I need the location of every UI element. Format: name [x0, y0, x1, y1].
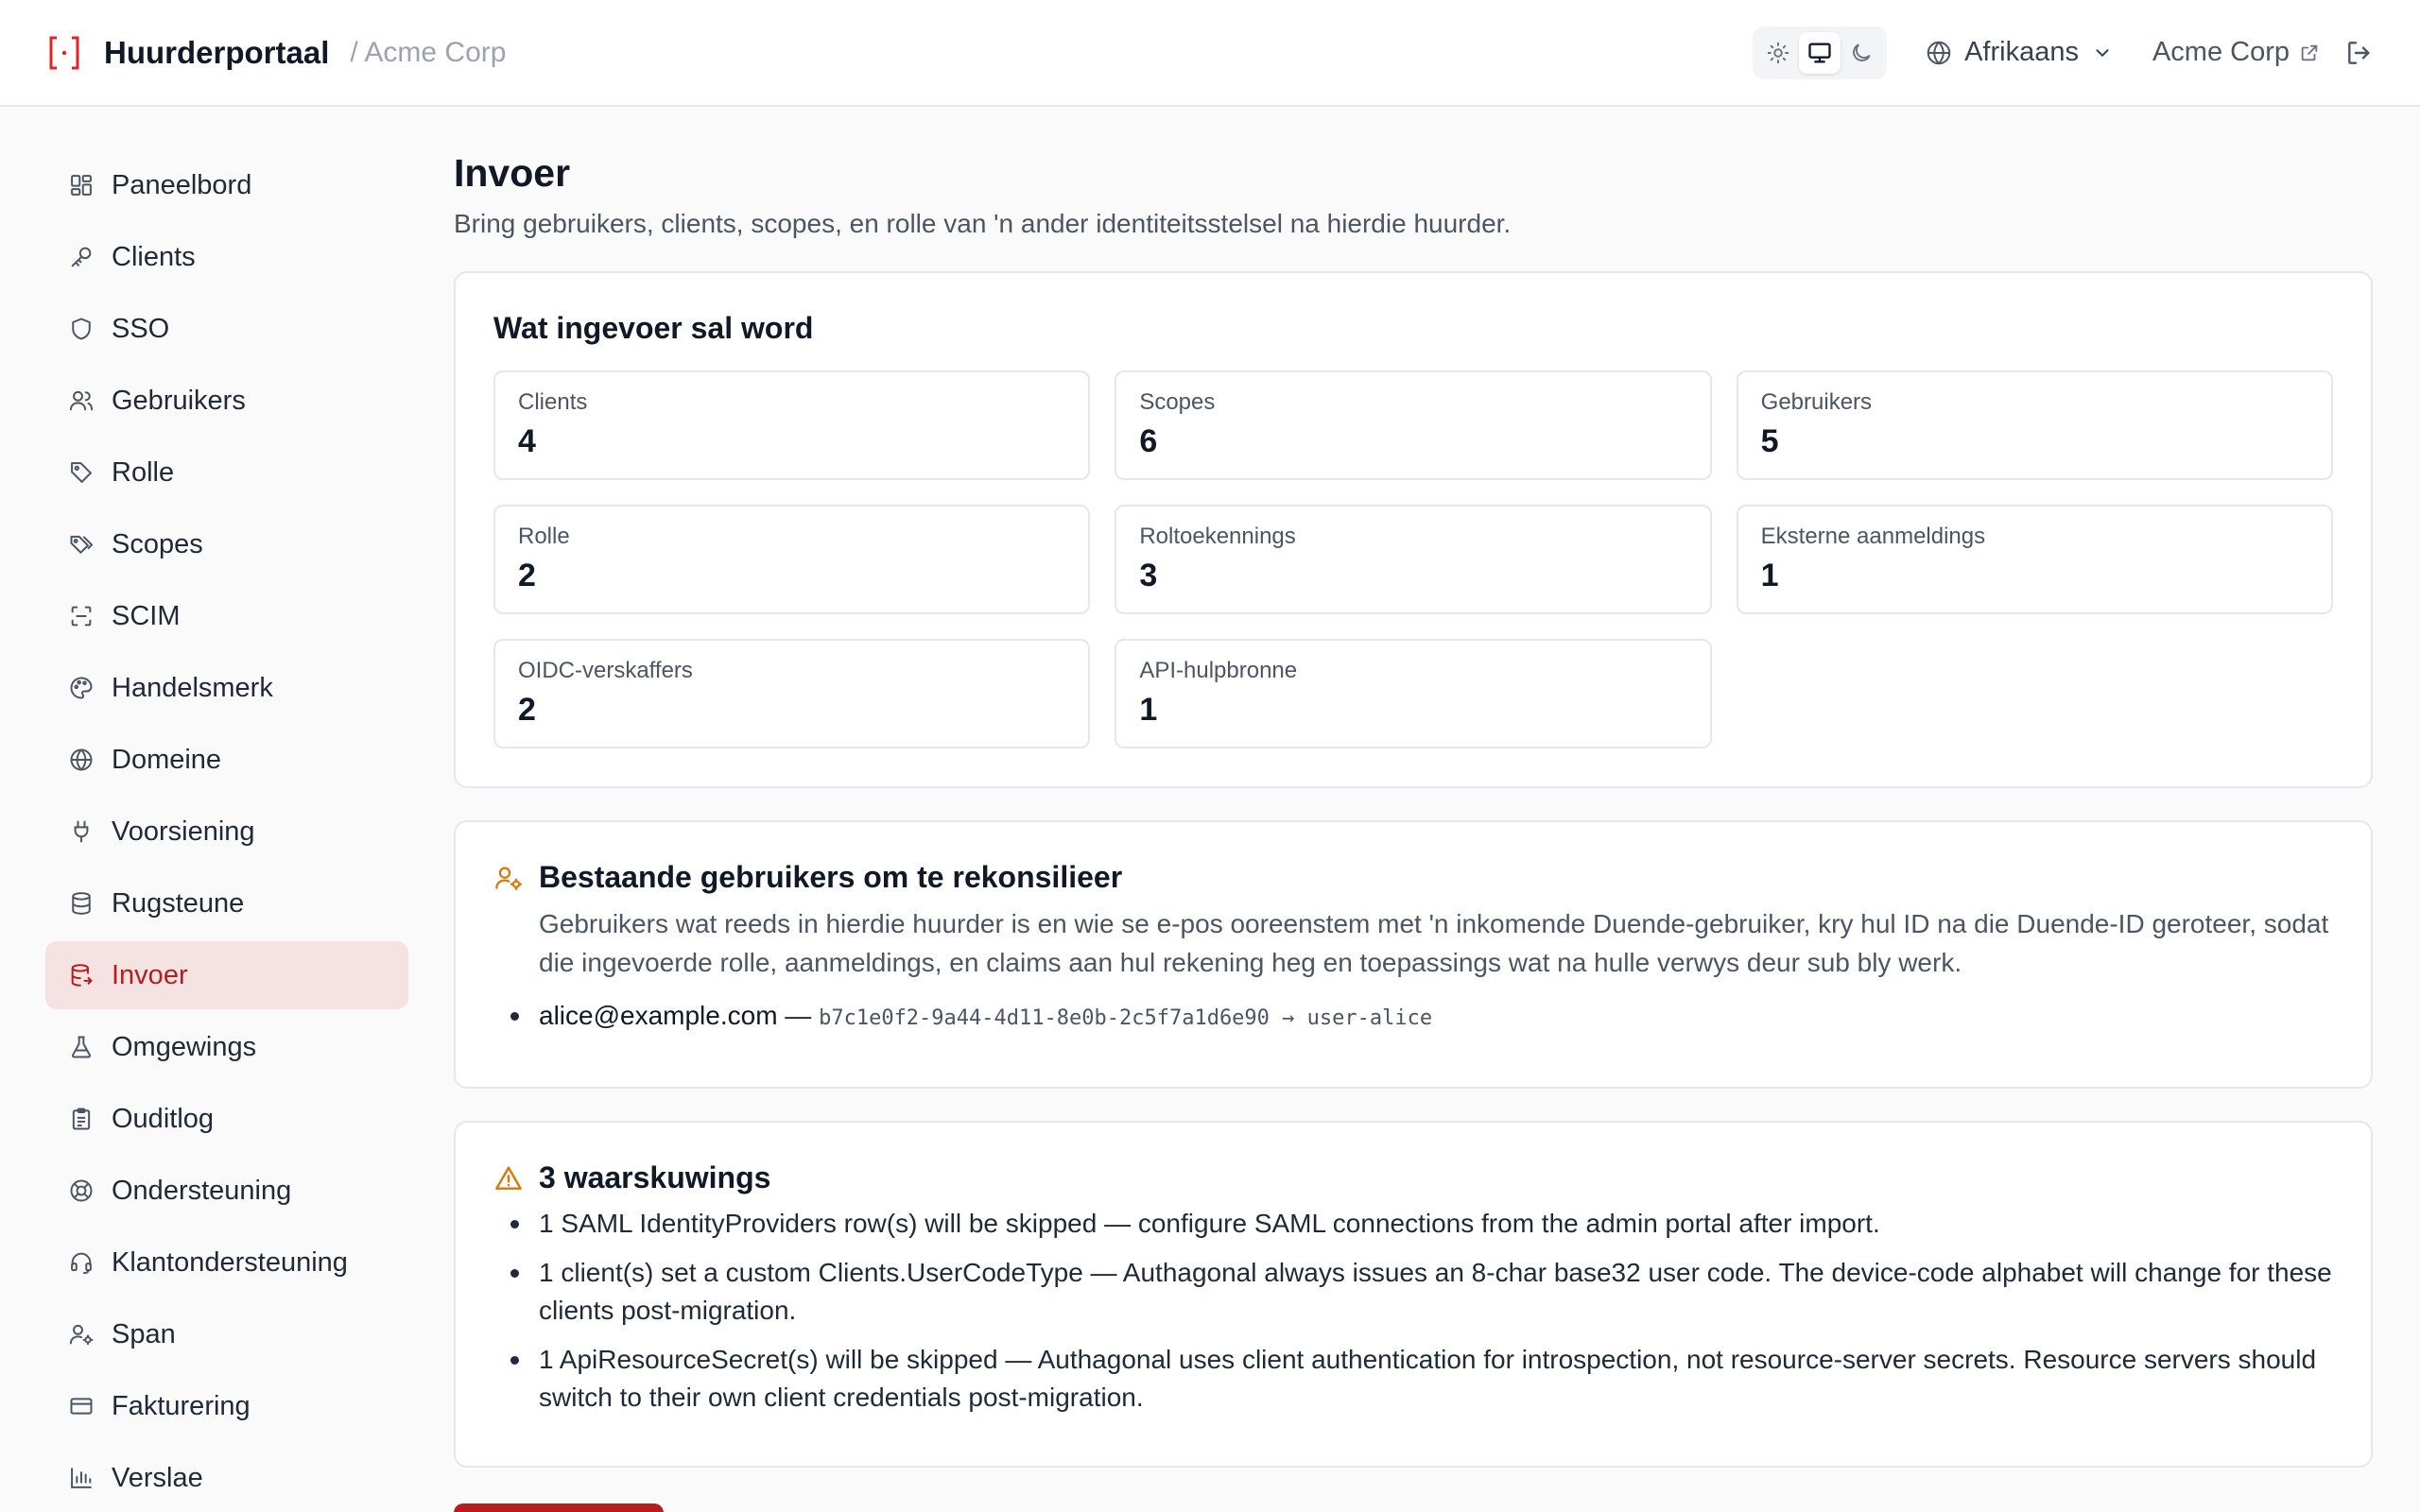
stat-value: 1: [1760, 558, 1779, 593]
sidebar: [45, 151, 408, 1512]
sidebar-item-span[interactable]: [45, 1300, 408, 1368]
chevron-down-icon: [2092, 43, 2113, 63]
warning-item: 1 ApiResourceSecret(s) will be skipped — Authagonal uses client authentication for introspection, not resource-server secrets. Resource servers should switch to their own client credentials post-migration.: [539, 1341, 2333, 1417]
tenant-external-link[interactable]: [2152, 37, 2320, 68]
database-icon: [66, 888, 96, 919]
stat-label: Rolle: [518, 524, 570, 549]
stat-roltoekennings: [1115, 505, 1711, 614]
sidebar-item-invoer[interactable]: [45, 941, 408, 1009]
stat-label: Roltoekennings: [1139, 524, 1296, 549]
language-select[interactable]: [1925, 37, 2113, 68]
external-link-icon: [2299, 43, 2320, 63]
sidebar-item-sso[interactable]: [45, 295, 408, 363]
sidebar-item-label: Voorsiening: [112, 816, 255, 847]
sidebar-item-label: Omgewings: [112, 1031, 257, 1062]
reconcile-list: [493, 997, 2333, 1038]
main-content: [454, 151, 2373, 1500]
globe-icon: [1925, 39, 1953, 67]
stat-rolle: [493, 505, 1090, 614]
sidebar-item-scim[interactable]: [45, 582, 408, 650]
sidebar-item-label: Fakturering: [112, 1390, 251, 1421]
sidebar-item-label: Verslae: [112, 1462, 203, 1493]
stat-api-hulpbronne: [1115, 639, 1711, 748]
sidebar-item-label: Paneelbord: [112, 169, 252, 200]
sidebar-item-label: Handelsmerk: [112, 672, 273, 703]
language-label: Afrikaans: [1964, 37, 2079, 67]
tenant-link-label: Acme Corp: [2152, 37, 2290, 67]
sidebar-item-label: Rugsteune: [112, 887, 245, 919]
page-title: Invoer: [454, 151, 571, 195]
warning-triangle-icon: [493, 1163, 527, 1194]
sidebar-item-voorsiening[interactable]: [45, 798, 408, 866]
sidebar-item-label: Domeine: [112, 744, 222, 775]
brand-logo-icon: [45, 34, 83, 72]
database-import-icon: [66, 960, 96, 990]
warning-item: 1 SAML IdentityProviders row(s) will be skipped — configure SAML connections from the admin portal after import.: [539, 1205, 2333, 1243]
sidebar-item-ouditlog[interactable]: [45, 1085, 408, 1153]
reconcile-mapping: b7c1e0f2-9a44-4d11-8e0b-2c5f7a1d6e90 → user-alice: [819, 1006, 1433, 1030]
key-icon: [66, 242, 96, 272]
sidebar-item-handelsmerk[interactable]: [45, 654, 408, 722]
sidebar-item-label: SSO: [112, 313, 170, 344]
sidebar-item-verslae[interactable]: [45, 1444, 408, 1512]
user-cog-icon: [493, 863, 527, 893]
user-cog-icon: [66, 1319, 96, 1349]
sidebar-item-label: Invoer: [112, 959, 188, 990]
stat-value: 5: [1760, 423, 1779, 459]
stat-value: 6: [1139, 423, 1158, 459]
sidebar-item-label: Ouditlog: [112, 1103, 215, 1134]
stat-label: Scopes: [1139, 389, 1216, 415]
stats-grid: [493, 370, 2333, 748]
lifebuoy-icon: [66, 1176, 96, 1206]
moon-icon[interactable]: [1841, 32, 1882, 74]
reconcile-users-card: [454, 820, 2373, 1089]
summary-title: Wat ingevoer sal word: [493, 311, 814, 345]
sidebar-item-ondersteuning[interactable]: [45, 1157, 408, 1225]
scan-icon: [66, 601, 96, 631]
top-bar: [0, 0, 2420, 107]
stat-label: Gebruikers: [1760, 389, 1873, 415]
reconcile-email: alice@example.com: [539, 1001, 778, 1030]
shield-icon: [66, 314, 96, 344]
sidebar-item-klantondersteuning[interactable]: [45, 1228, 408, 1297]
import-button[interactable]: [454, 1503, 664, 1512]
sidebar-item-label: SCIM: [112, 600, 181, 631]
users-icon: [66, 386, 96, 416]
bar-chart-icon: [66, 1463, 96, 1493]
stat-clients: [493, 370, 1090, 480]
warnings-list: [493, 1205, 2333, 1417]
sidebar-item-label: Scopes: [112, 528, 203, 559]
tags-icon: [66, 529, 96, 559]
stat-value: 4: [518, 423, 536, 459]
stat-value: 2: [518, 558, 536, 593]
sidebar-item-scopes[interactable]: [45, 510, 408, 578]
page-subtitle: Bring gebruikers, clients, scopes, en rolle van 'n ander identiteitsstelsel na hierdie huurder.: [454, 209, 1512, 238]
credit-card-icon: [66, 1391, 96, 1421]
stat-label: OIDC-verskaffers: [518, 658, 693, 683]
stat-value: 1: [1139, 692, 1158, 728]
theme-toggle: [1753, 26, 1887, 79]
logout-icon[interactable]: [2344, 38, 2375, 68]
flask-icon: [66, 1032, 96, 1062]
sidebar-item-label: Rolle: [112, 456, 175, 488]
sidebar-item-rugsteune[interactable]: [45, 869, 408, 937]
clipboard-icon: [66, 1104, 96, 1134]
reconcile-description: Gebruikers wat reeds in hierdie huurder is en wie se e-pos ooreenstem met 'n inkomende Duende-gebruiker, kry hul ID na die Duende-ID geroteer, sodat die ingevoerde rolle, aanmeldings, en claims aan hul rekening heg en toepassings wat na hulle verwys deur sub bly werk.: [539, 909, 2329, 977]
stat-value: 3: [1139, 558, 1158, 593]
app-name[interactable]: Huurderportaal: [104, 34, 330, 70]
reconcile-separator: —: [777, 1001, 820, 1030]
list-item: [539, 997, 2333, 1038]
sidebar-item-paneelbord[interactable]: [45, 151, 408, 219]
sidebar-item-label: Gebruikers: [112, 385, 246, 416]
sidebar-item-rolle[interactable]: [45, 438, 408, 507]
dashboard-icon: [66, 170, 96, 200]
palette-icon: [66, 673, 96, 703]
monitor-icon[interactable]: [1799, 32, 1841, 74]
sidebar-item-fakturering[interactable]: [45, 1372, 408, 1440]
sidebar-item-clients[interactable]: [45, 223, 408, 291]
import-summary-card: [454, 271, 2373, 788]
sun-icon[interactable]: [1757, 32, 1799, 74]
stat-label: API-hulpbronne: [1139, 658, 1298, 683]
warnings-card: [454, 1121, 2373, 1468]
stat-label: Clients: [518, 389, 588, 415]
globe-icon: [66, 745, 96, 775]
headset-icon: [66, 1247, 96, 1278]
sidebar-item-label: Ondersteuning: [112, 1175, 292, 1206]
stat-oidc-verskaffers: [493, 639, 1090, 748]
plug-icon: [66, 816, 96, 847]
sidebar-item-omgewings[interactable]: [45, 1013, 408, 1081]
warning-item: 1 client(s) set a custom Clients.UserCodeType — Authagonal always issues an 8-char base32 user code. The device-code alphabet will change for these clients post-migration.: [539, 1254, 2333, 1330]
sidebar-item-label: Span: [112, 1318, 176, 1349]
warnings-title: 3 waarskuwings: [539, 1160, 771, 1194]
tenant-breadcrumb: / Acme Corp: [350, 36, 507, 68]
tag-icon: [66, 457, 96, 488]
sidebar-item-gebruikers[interactable]: [45, 367, 408, 435]
reconcile-title: Bestaande gebruikers om te rekonsilieer: [539, 860, 1123, 894]
stat-value: 2: [518, 692, 536, 728]
sidebar-item-label: Klantondersteuning: [112, 1246, 348, 1278]
stat-gebruikers: [1737, 370, 2333, 480]
stat-eksterne-aanmeldings: [1737, 505, 2333, 614]
sidebar-item-domeine[interactable]: [45, 726, 408, 794]
stat-scopes: [1115, 370, 1711, 480]
sidebar-item-label: Clients: [112, 241, 196, 272]
stat-label: Eksterne aanmeldings: [1760, 524, 1986, 549]
